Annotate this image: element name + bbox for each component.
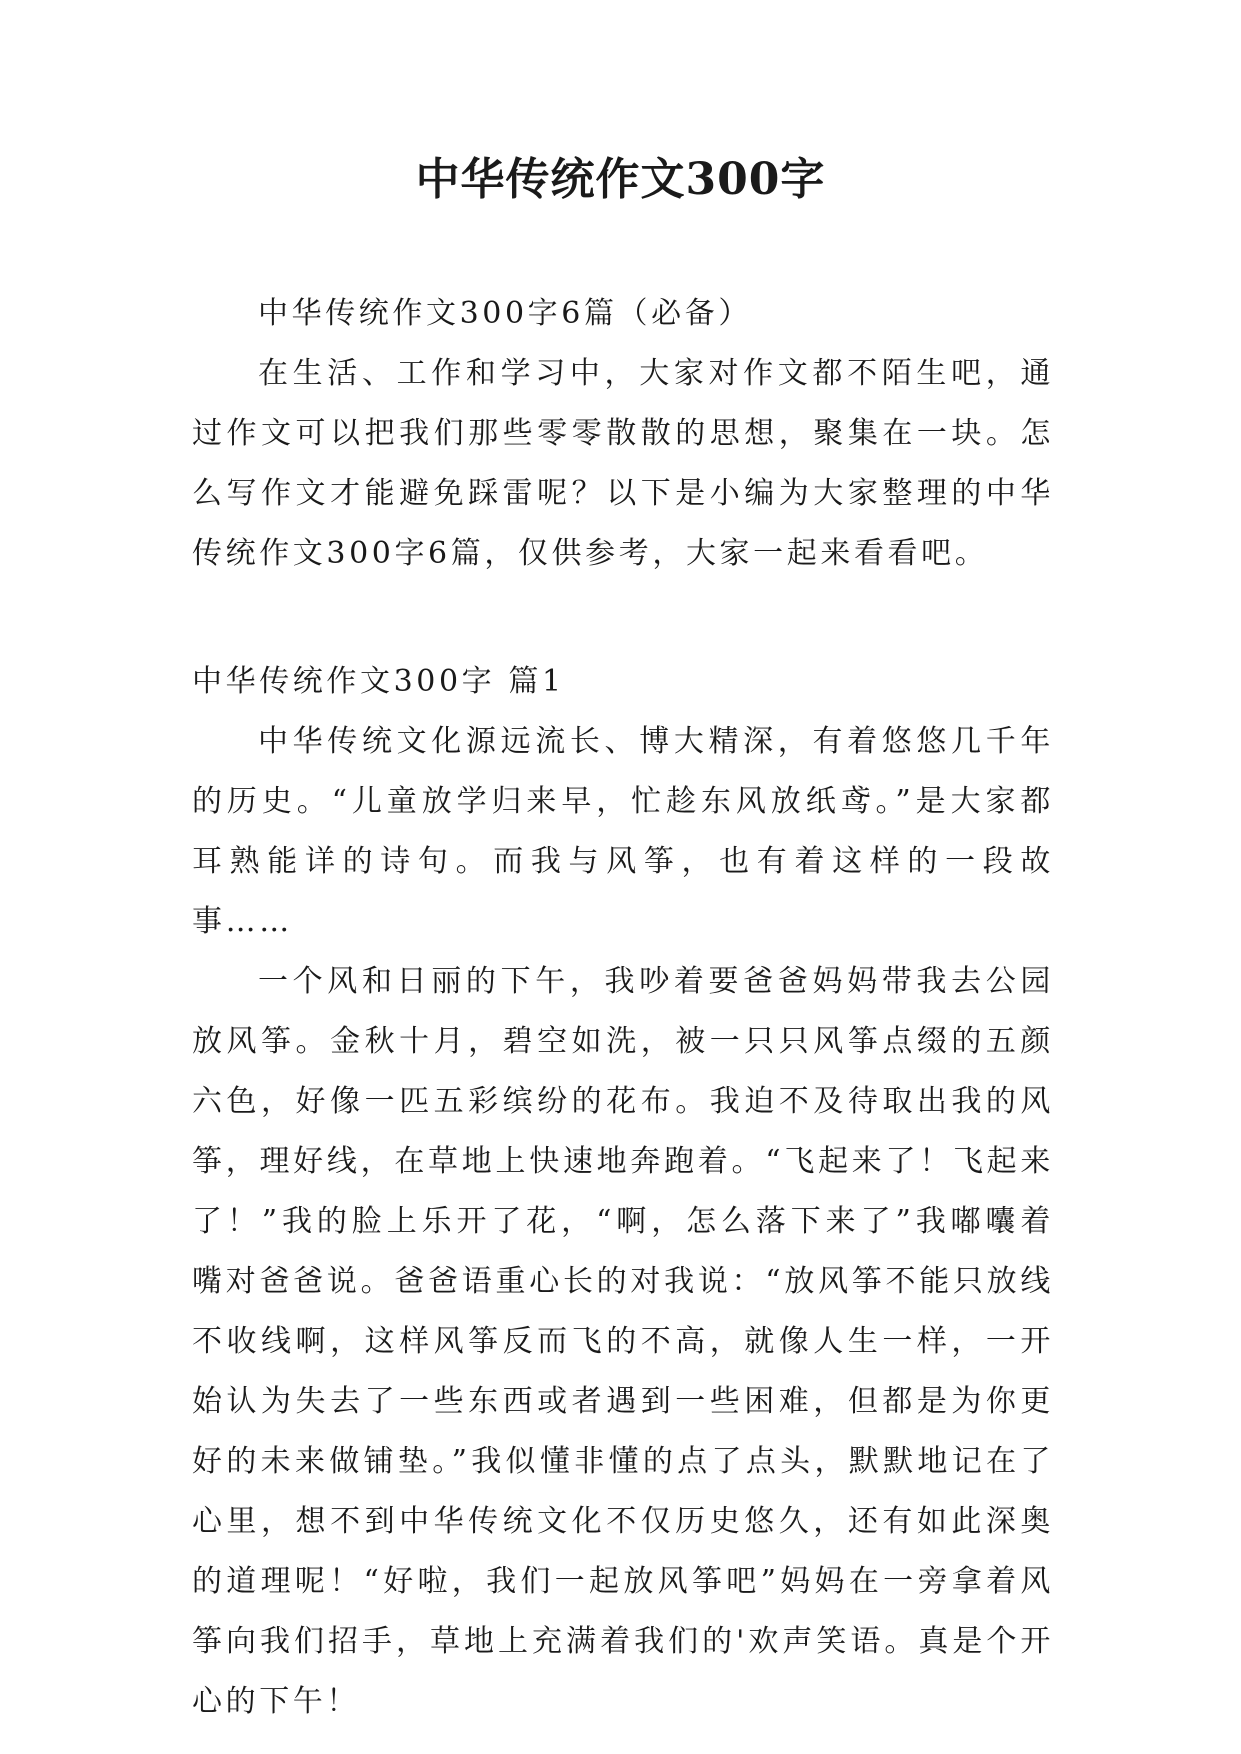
section-paragraph: 中华传统文化源远流长、博大精深，有着悠悠几千年的历史。“儿童放学归来早，忙趁东风放纸鸢。”是大家都耳熟能详的诗句。而我与风筝，也有着这样的一段故事…… (192, 724, 1054, 939)
document-body (192, 284, 1054, 1732)
section-heading: 中华传统作文300字 篇1 (192, 664, 565, 699)
intro-paragraph: 在生活、工作和学习中，大家对作文都不陌生吧，通过作文可以把我们那些零零散散的思想，聚集在一块。怎么写作文才能避免踩雷呢？以下是小编为大家整理的中华传统作文300字6篇，仅供参考，大家一起来看看吧。 (192, 356, 1054, 571)
document-title: 中华传统作文300字 (415, 154, 826, 205)
intro-subtitle: 中华传统作文300字6篇（必备） (258, 296, 752, 331)
section-paragraph: 一个风和日丽的下午，我吵着要爸爸妈妈带我去公园放风筝。金秋十月，碧空如洗，被一只只风筝点缀的五颜六色，好像一匹五彩缤纷的花布。我迫不及待取出我的风筝，理好线，在草地上快速地奔跑着。“飞起来了！飞起来了！”我的脸上乐开了花，“啊，怎么落下来了”我嘟囔着嘴对爸爸说。爸爸语重心长的对我说：“放风筝不能只放线不收线啊，这样风筝反而飞的不高，就像人生一样，一开始认为失去了一些东西或者遇到一些困难，但都是为你更好的未来做铺垫。”我似懂非懂的点了点头，默默地记在了心里，想不到中华传统文化不仅历史悠久，还有如此深奥的道理呢！“好啦，我们一起放风筝吧”妈妈在一旁拿着风筝向我们招手，草地上充满着我们的'欢声笑语。真是个开心的下午！ (192, 964, 1054, 1719)
